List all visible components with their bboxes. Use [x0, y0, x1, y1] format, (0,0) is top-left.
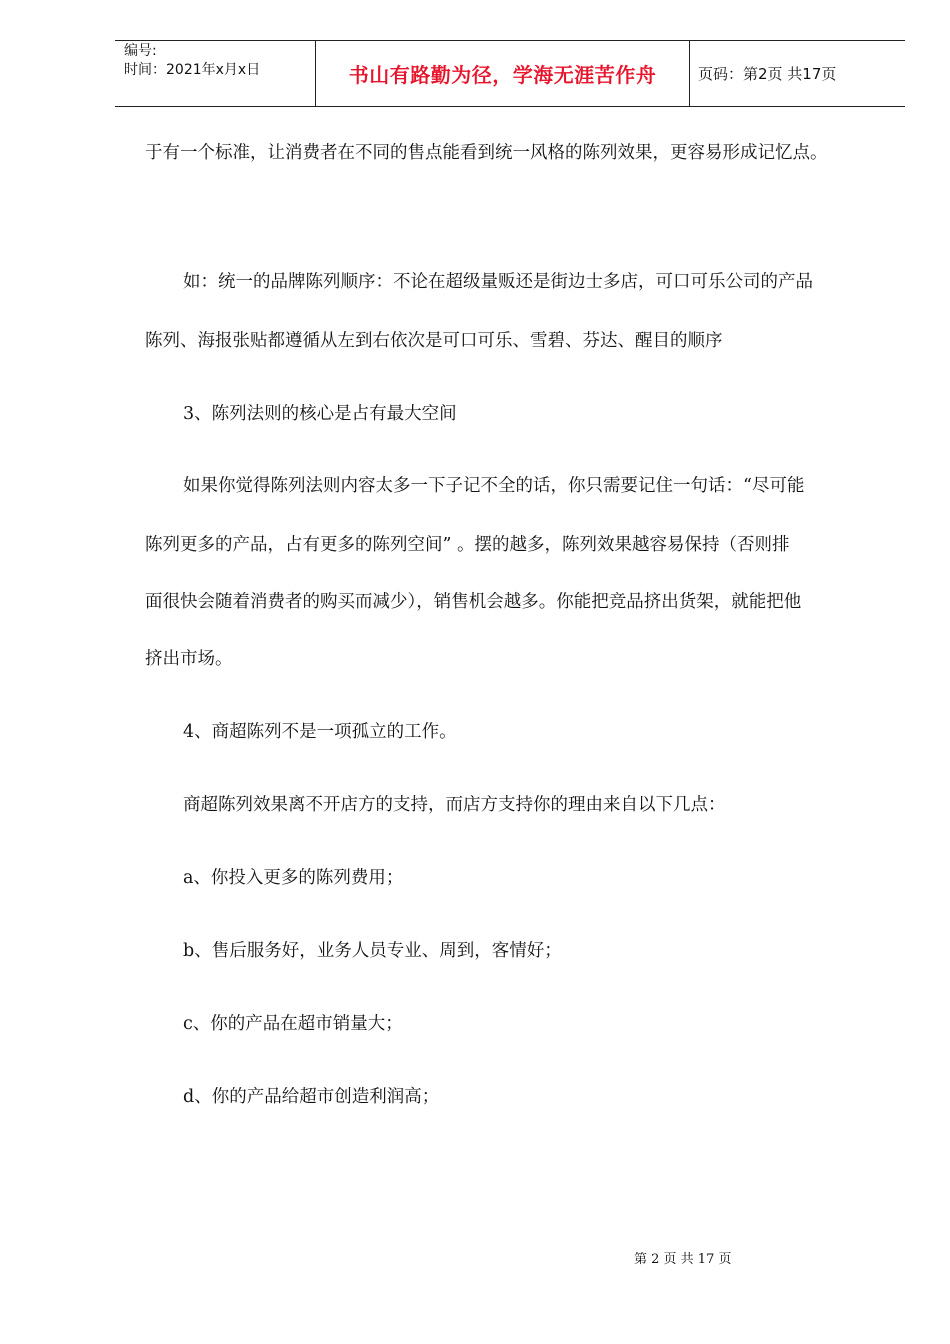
page-footer: 第 2 页 共 17 页 [634, 1252, 732, 1267]
body-line: 如：统一的品牌陈列顺序：不论在超级量贩还是街边士多店，可口可乐公司的产品 [183, 272, 813, 292]
page-header [115, 40, 905, 107]
body-line: 挤出市场。 [145, 649, 233, 669]
list-item-c: c、你的产品在超市销量大； [183, 1014, 403, 1034]
document-date-label: 时间：2021年x月x日 [124, 62, 261, 78]
section-heading-3: 3、陈列法则的核心是占有最大空间 [183, 404, 457, 424]
list-item-d: d、你的产品给超市创造利润高； [183, 1087, 440, 1107]
body-line: 陈列更多的产品，占有更多的陈列空间” 。摆的越多，陈列效果越容易保持（否则排 [145, 535, 790, 555]
body-line: 如果你觉得陈列法则内容太多一下子记不全的话，你只需要记住一句话：“尽可能 [183, 476, 805, 496]
body-line: 于有一个标准，让消费者在不同的售点能看到统一风格的陈列效果，更容易形成记忆点。 [145, 143, 828, 163]
list-item-a: a、你投入更多的陈列费用； [183, 868, 404, 888]
header-page-cell [690, 41, 905, 106]
header-page-number: 页码：第2页 共17页 [698, 65, 837, 83]
header-motto: 书山有路勤为径，学海无涯苦作舟 [348, 63, 657, 87]
document-number-label: 编号: [124, 43, 157, 59]
body-line: 商超陈列效果离不开店方的支持，而店方支持你的理由来自以下几点： [183, 795, 726, 815]
body-line: 面很快会随着消费者的购买而减少），销售机会越多。你能把竞品挤出货架，就能把他 [145, 592, 802, 612]
body-line: 陈列、海报张贴都遵循从左到右依次是可口可乐、雪碧、芬达、醒目的顺序 [145, 331, 723, 351]
section-heading-4: 4、商超陈列不是一项孤立的工作。 [183, 722, 457, 742]
list-item-b: b、售后服务好，业务人员专业、周到，客情好； [183, 941, 562, 961]
header-meta-cell [115, 41, 316, 106]
header-motto-cell [316, 41, 690, 106]
